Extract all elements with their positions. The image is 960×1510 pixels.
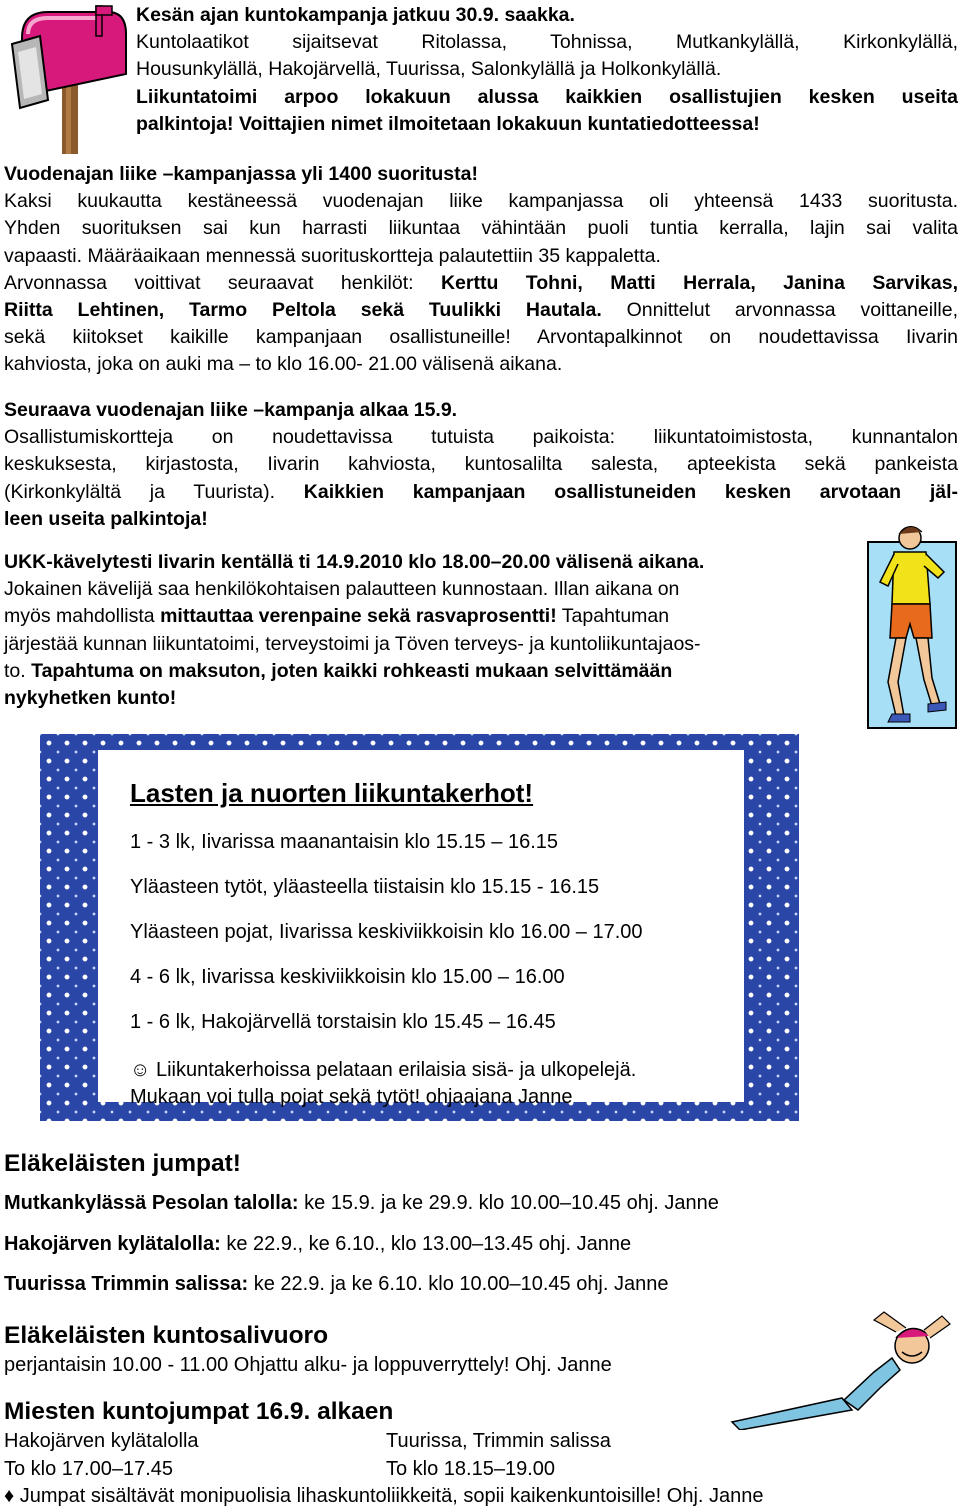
clubs-note: ☺ Liikuntakerhoissa pelataan erilaisia sisä- ja ulkopelejä. [130,1059,637,1081]
next-line: (Kirkonkylältä ja Tuurista). Kaikkien kampanjaan osallistuneiden kesken arvotaan jäl- [4,480,958,503]
summer-line: palkintoja! Voittajien nimet ilmoitetaan lokakuun kuntatiedotteessa! [136,112,760,135]
annual-line: sekä kiitokset kaikille kampanjaan osallistuneille! Arvontapalkinnot on noudettavissa Iivarin [4,326,958,349]
ukk-line: myös mahdollista mittauttaa verenpaine sekä rasvaprosentti! Tapahtuman [4,605,670,628]
exerciser-clipart [724,1302,954,1430]
seniors-title: Eläkeläisten jumpat! [4,1150,241,1177]
club-item: 1 - 3 lk, Iivarissa maanantaisin klo 15.15 – 16.15 [130,831,559,853]
ukk-line: järjestää kunnan liikuntatoimi, terveystoimi ja Töven terveys- ja kuntoliikuntajaos- [4,632,701,655]
ukk-line: Jokainen kävelijä saa henkilökohtaisen palautteen kunnostaan. Illan aikana on [4,578,680,601]
men-note: ♦ Jumpat sisältävät monipuolisia lihaskuntoliikkeitä, sopii kaikenkuntoisille! Ohj. Janne [4,1485,764,1507]
club-item: 4 - 6 lk, Iivarissa keskiviikkoisin klo 15.00 – 16.00 [130,966,565,988]
ukk-line: to. Tapahtuma on maksuton, joten kaikki rohkeasti mukaan selvittämään [4,659,673,682]
seniors-row: Tuurissa Trimmin salissa: ke 22.9. ja ke 6.10. klo 10.00–10.45 ohj. Janne [4,1273,669,1295]
ukk-section [4,549,846,712]
seniors-row: Mutkankylässä Pesolan talolla: ke 15.9. ja ke 29.9. klo 10.00–10.45 ohj. Janne [4,1192,719,1214]
men-place-1: Hakojärven kylätalolla [4,1430,199,1452]
mailbox-clipart [4,4,130,154]
seniors-row: Hakojärven kylätalolla: ke 22.9., ke 6.10., klo 13.00–13.45 ohj. Janne [4,1233,632,1255]
summer-title: Kesän ajan kuntokampanja jatkuu 30.9. saakka. [136,4,575,26]
winners-2: Riitta Lehtinen, Tarmo Peltola sekä Tuulikki Hautala. [4,299,602,322]
summer-line: Liikuntatoimi arpoo lokakuun alussa kaikkien osallistujien kesken useita [136,85,958,108]
diamond-bullet-icon: ♦ [4,1485,15,1507]
next-line: leen useita palkintoja! [4,507,208,530]
annual-line: kahviosta, joka on auki ma – to klo 16.00- 21.00 välisenä aikana. [4,353,563,376]
smiley-icon: ☺ [130,1059,151,1081]
club-item: 1 - 6 lk, Hakojärvellä torstaisin klo 15.45 – 16.45 [130,1011,556,1033]
next-line: Osallistumiskortteja on noudettavissa tutuista paikoista: liikuntatoimistosta, kunnantalon [4,426,958,449]
runner-clipart [866,520,958,730]
kids-clubs-frame [40,734,799,1121]
annual-line: Riitta Lehtinen, Tarmo Peltola sekä Tuulikki Hautala. Onnittelut arvonnassa voittaneille, [4,299,958,322]
kids-clubs-title: Lasten ja nuorten liikuntakerhot! [130,778,534,808]
annual-line: vapaasti. Määräaikaan mennessä suorituskortteja palautettiin 35 kappaletta. [4,244,661,267]
men-time-2: To klo 18.15–19.00 [386,1458,556,1480]
men-time-1: To klo 17.00–17.45 [4,1458,174,1480]
next-line: keskuksesta, kirjastosta, Iivarin kahviosta, kuntosalilta salesta, apteekista sekä pankeista [4,453,958,476]
gym-line: perjantaisin 10.00 - 11.00 Ohjattu alku- ja loppuverryttely! Ohj. Janne [4,1354,612,1376]
ukk-title: UKK-kävelytesti Iivarin kentällä ti 14.9.2010 klo 18.00–20.00 välisenä aikana. [4,551,705,573]
clubs-note: Mukaan voi tulla pojat sekä tytöt! ohjaajana Janne [130,1086,573,1108]
annual-title: Vuodenajan liike –kampanjassa yli 1400 suoritusta! [4,163,478,185]
gym-title: Eläkeläisten kuntosalivuoro [4,1322,329,1349]
annual-section [4,161,958,379]
men-place-2: Tuurissa, Trimmin salissa [386,1430,611,1452]
winners-1: Kerttu Tohni, Matti Herrala, Janina Sarvikas, [440,271,958,294]
annual-line: Arvonnassa voittivat seuraavat henkilöt: Kerttu Tohni, Matti Herrala, Janina Sarvikas, [4,271,958,294]
ukk-line: nykyhetken kunto! [4,687,177,710]
club-item: Yläasteen pojat, Iivarissa keskiviikkoisin klo 16.00 – 17.00 [130,921,643,943]
summer-section [136,2,958,138]
men-title: Miesten kuntojumpat 16.9. alkaen [4,1398,394,1425]
summer-line: Kuntolaatikot sijaitsevat Ritolassa, Tohnissa, Mutkankylällä, Kirkonkylällä, [136,31,958,54]
summer-line: Housunkylällä, Hakojärvellä, Tuurissa, Salonkylällä ja Holkonkylällä. [136,58,722,81]
annual-line: Kaksi kuukautta kestäneessä vuodenajan liike kampanjassa oli yhteensä 1433 suoritusta. [4,190,958,213]
club-item: Yläasteen tytöt, yläasteella tiistaisin klo 15.15 - 16.15 [130,876,600,898]
annual-line: Yhden suorituksen sai kun harrasti liikuntaa vähintään puoli tuntia kerralla, lajin sai valita [4,217,958,240]
kids-clubs-box [98,750,744,1108]
next-section [4,397,958,533]
next-title: Seuraava vuodenajan liike –kampanja alkaa 15.9. [4,399,458,421]
